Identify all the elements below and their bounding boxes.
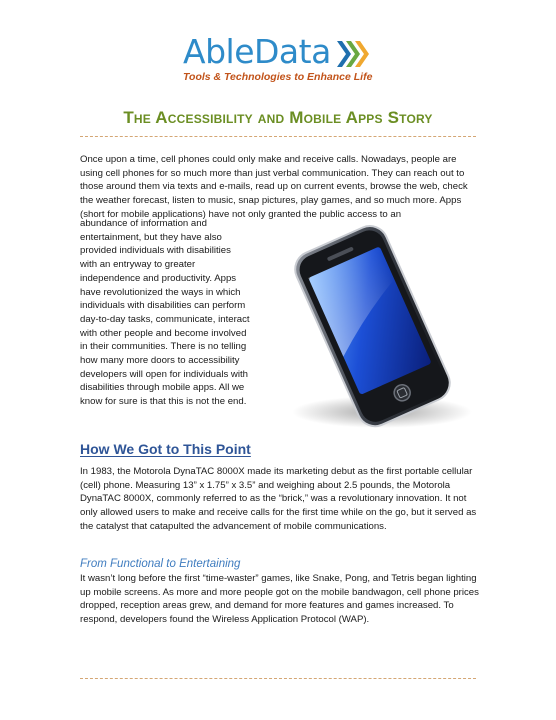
history-paragraph: In 1983, the Motorola DynaTAC 8000X made its marketing debut as the first portable cellular (cell) phone. Measuring 13” x 1.75” x 3.5” and weighing about 2.5 pounds, the Motorola DynaTAC 8000X, commonly referred to as the “brick,” was a revolutionary innovation. It not only allowed users to make and receive calls for the first time while on the go, but it served as the catalyst that catapulted the advancement of mobile communications. [80,466,477,532]
logo-chevrons-icon [335,38,375,70]
section-heading-history: How We Got to This Point [80,441,251,457]
logo-able: Able [183,32,254,71]
entertainment-paragraph: It wasn’t long before the first “time-waster” games, like Snake, Pong, and Tetris began lighting up mobile screens. As more and more people got on the mobile bandwagon, cell phone prices dropped, reception areas grew, and demand for more features and games increased. To respond, developers found the Wireless Application Protocol (WAP). [80,573,479,626]
logo-tagline: Tools & Technologies to Enhance Life [183,71,373,83]
page-header [0,28,556,88]
section-subheading-entertainment: From Functional to Entertaining [80,558,241,570]
logo-data: Data [254,32,331,71]
logo-wordmark [183,32,331,71]
page-title: The Accessibility and Mobile Apps Story [123,108,433,127]
smartphone-illustration [264,222,482,440]
intro-paragraph-wrapped: abundance of information and entertainment, but they have also provided individuals with disabilities with an entryway to greater independence and productivity. Apps have revolutionized the ways in which individuals with disabilities can perform day-to-day tasks, communicate, interact with other people and become involved in their communities. There is no telling how many more doors to accessibility developers will open for individuals with disabilities through mobile apps. All we know for sure is that this is not the end. [80,218,250,408]
title-divider [80,136,476,137]
footer-divider [80,678,476,679]
intro-paragraph: Once upon a time, cell phones could only make and receive calls. Nowadays, people are using cell phones for so much more than just verbal communication. They can reach out to those around them via texts and e-mails, read up on current events, browse the web, check the weather forecast, listen to music, snap pictures, play games, and so much more. Apps (short for mobile applications) have not only granted the public access to an [80,154,468,220]
